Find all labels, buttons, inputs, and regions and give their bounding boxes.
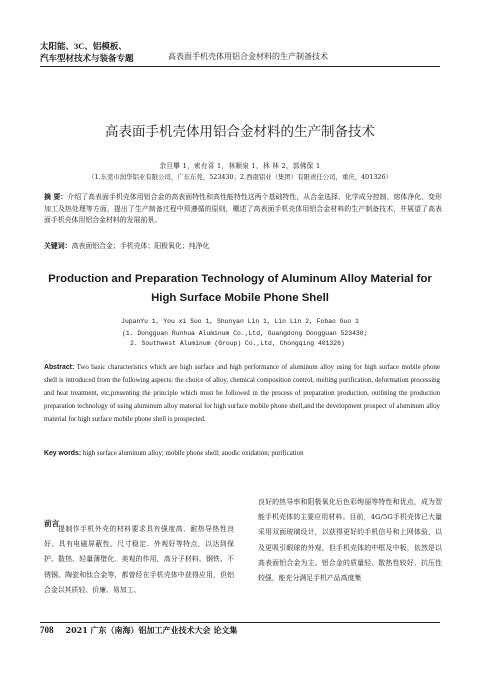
keywords-cn-label: 关键词： — [44, 242, 72, 250]
conference-name: 2021 广东（南海）铝加工产业技术大会 论文集 — [65, 625, 238, 635]
keywords-cn-text: 高表面铝合金；手机壳体；阳极氧化；纯净化 — [71, 242, 210, 250]
abstract-cn-text: 介绍了高表面手机壳体用铝合金的高表面特性和高性能特性这两个基础特性，从合金选择、化学成分控制、熔体净化、变形加工及热处理等方面，提出了生产制备过程中须遵循的原则，概述了高表面手机壳体用铝合金材料的生产制备技术，并展望了高表面手机壳体用铝合金材料的发展前景。 — [44, 193, 442, 225]
body-column-left: 提制作手机外壳的材料要求具有强度高、耐热导热性良好、具有电磁屏蔽性、尺寸稳定、外观好等特点，以达到保护、散热、轻量薄壁化、美观的作用，高分子材料、钢铁、不锈钢、陶瓷和钛合金等，都曾经在手机壳体中获得应用，但铝合金以其质轻、价廉、易加工、 — [44, 525, 234, 594]
footer-divider — [40, 622, 440, 623]
paper-title-cn: 高表面手机壳体用铝合金材料的生产制备技术 — [105, 124, 375, 140]
keywords-en-label: Key words: — [44, 450, 82, 457]
header-topic-line2: 汽车型材技术与装备专题 — [40, 53, 134, 63]
keywords-en — [44, 450, 440, 457]
abstract-en — [44, 362, 440, 427]
abstract-en-text: Two basic characteristics which are high surface and high performance of aluminum alloy using for high surface mobile phone shell is introduced from the following aspects: the choice of alloy, chemical composition control, melting purification, deformation processing and heat treatment, etc,presenting the principle which must be followed in the process of preparation production, outlining the production preparation technology of using aluminum alloy material for high surface mobile phone shell,and the development prospect of aluminum alloy material for high surface mobile phone shell is prospected. — [44, 364, 440, 423]
page-number: 708 — [40, 625, 54, 635]
page-footer — [40, 625, 237, 636]
affiliation-en-line1: (1. Dongguan Runhua Aluminum Co.,Ltd, Guangdong Dongguan 523430; — [122, 330, 368, 337]
body-column-right: 良好的热导率和阳极氧化后色彩绚丽等特性和优点，成为智能手机壳体的主要应用材料。目前，4G/5G手机壳体已大量采用双面玻璃设计，以获得更好的手机信号和上网体验，以及更吸引眼球的外观，但手机壳体的中框及中板，依然是以高表面铝合金为主。铝合金的质量轻、散热性较好、抗压性较强，能充分满足手机产品高度集 — [258, 498, 442, 583]
keywords-en-text: high surface aluminum alloy; mobile phone shell; anodic oxidation; purification — [82, 450, 304, 457]
affiliation-cn: （1.东莞市润华铝业有限公司，广东东莞，523430；2.西南铝业（集团）有限责任公司，重庆，401326） — [88, 173, 392, 181]
abstract-cn — [44, 192, 442, 227]
affiliation-en-line2: 2. Southwest Aluminum (Group) Co.,Ltd, Chongqing 401326) — [130, 339, 345, 347]
paper-title-en: Production and Preparation Technology of Aluminum Alloy Material for High Surface Mobile Phone Shell — [48, 273, 432, 304]
abstract-cn-label: 摘 要： — [44, 193, 68, 201]
section-heading-preface: 前言 — [44, 519, 60, 528]
header-topic-line1: 太阳能、3C、铝模板、 — [40, 41, 127, 51]
running-header-topic — [40, 40, 134, 64]
running-header-title: 高表面手机壳体用铝合金材料的生产制备技术 — [168, 52, 328, 61]
affiliation-en — [122, 329, 367, 348]
abstract-en-label: Abstract: — [44, 364, 75, 371]
authors-cn: 余旦攀 1，索有喜 1，林顺泉 1，林 林 2，郭佛保 1 — [159, 162, 321, 170]
authors-en: JupanYu 1, You xi Suo 1, Shunyan Lin 1, Lin Lin 2, Fobao Guo 1 — [121, 318, 359, 325]
header-divider — [40, 66, 440, 67]
keywords-cn — [44, 240, 442, 250]
